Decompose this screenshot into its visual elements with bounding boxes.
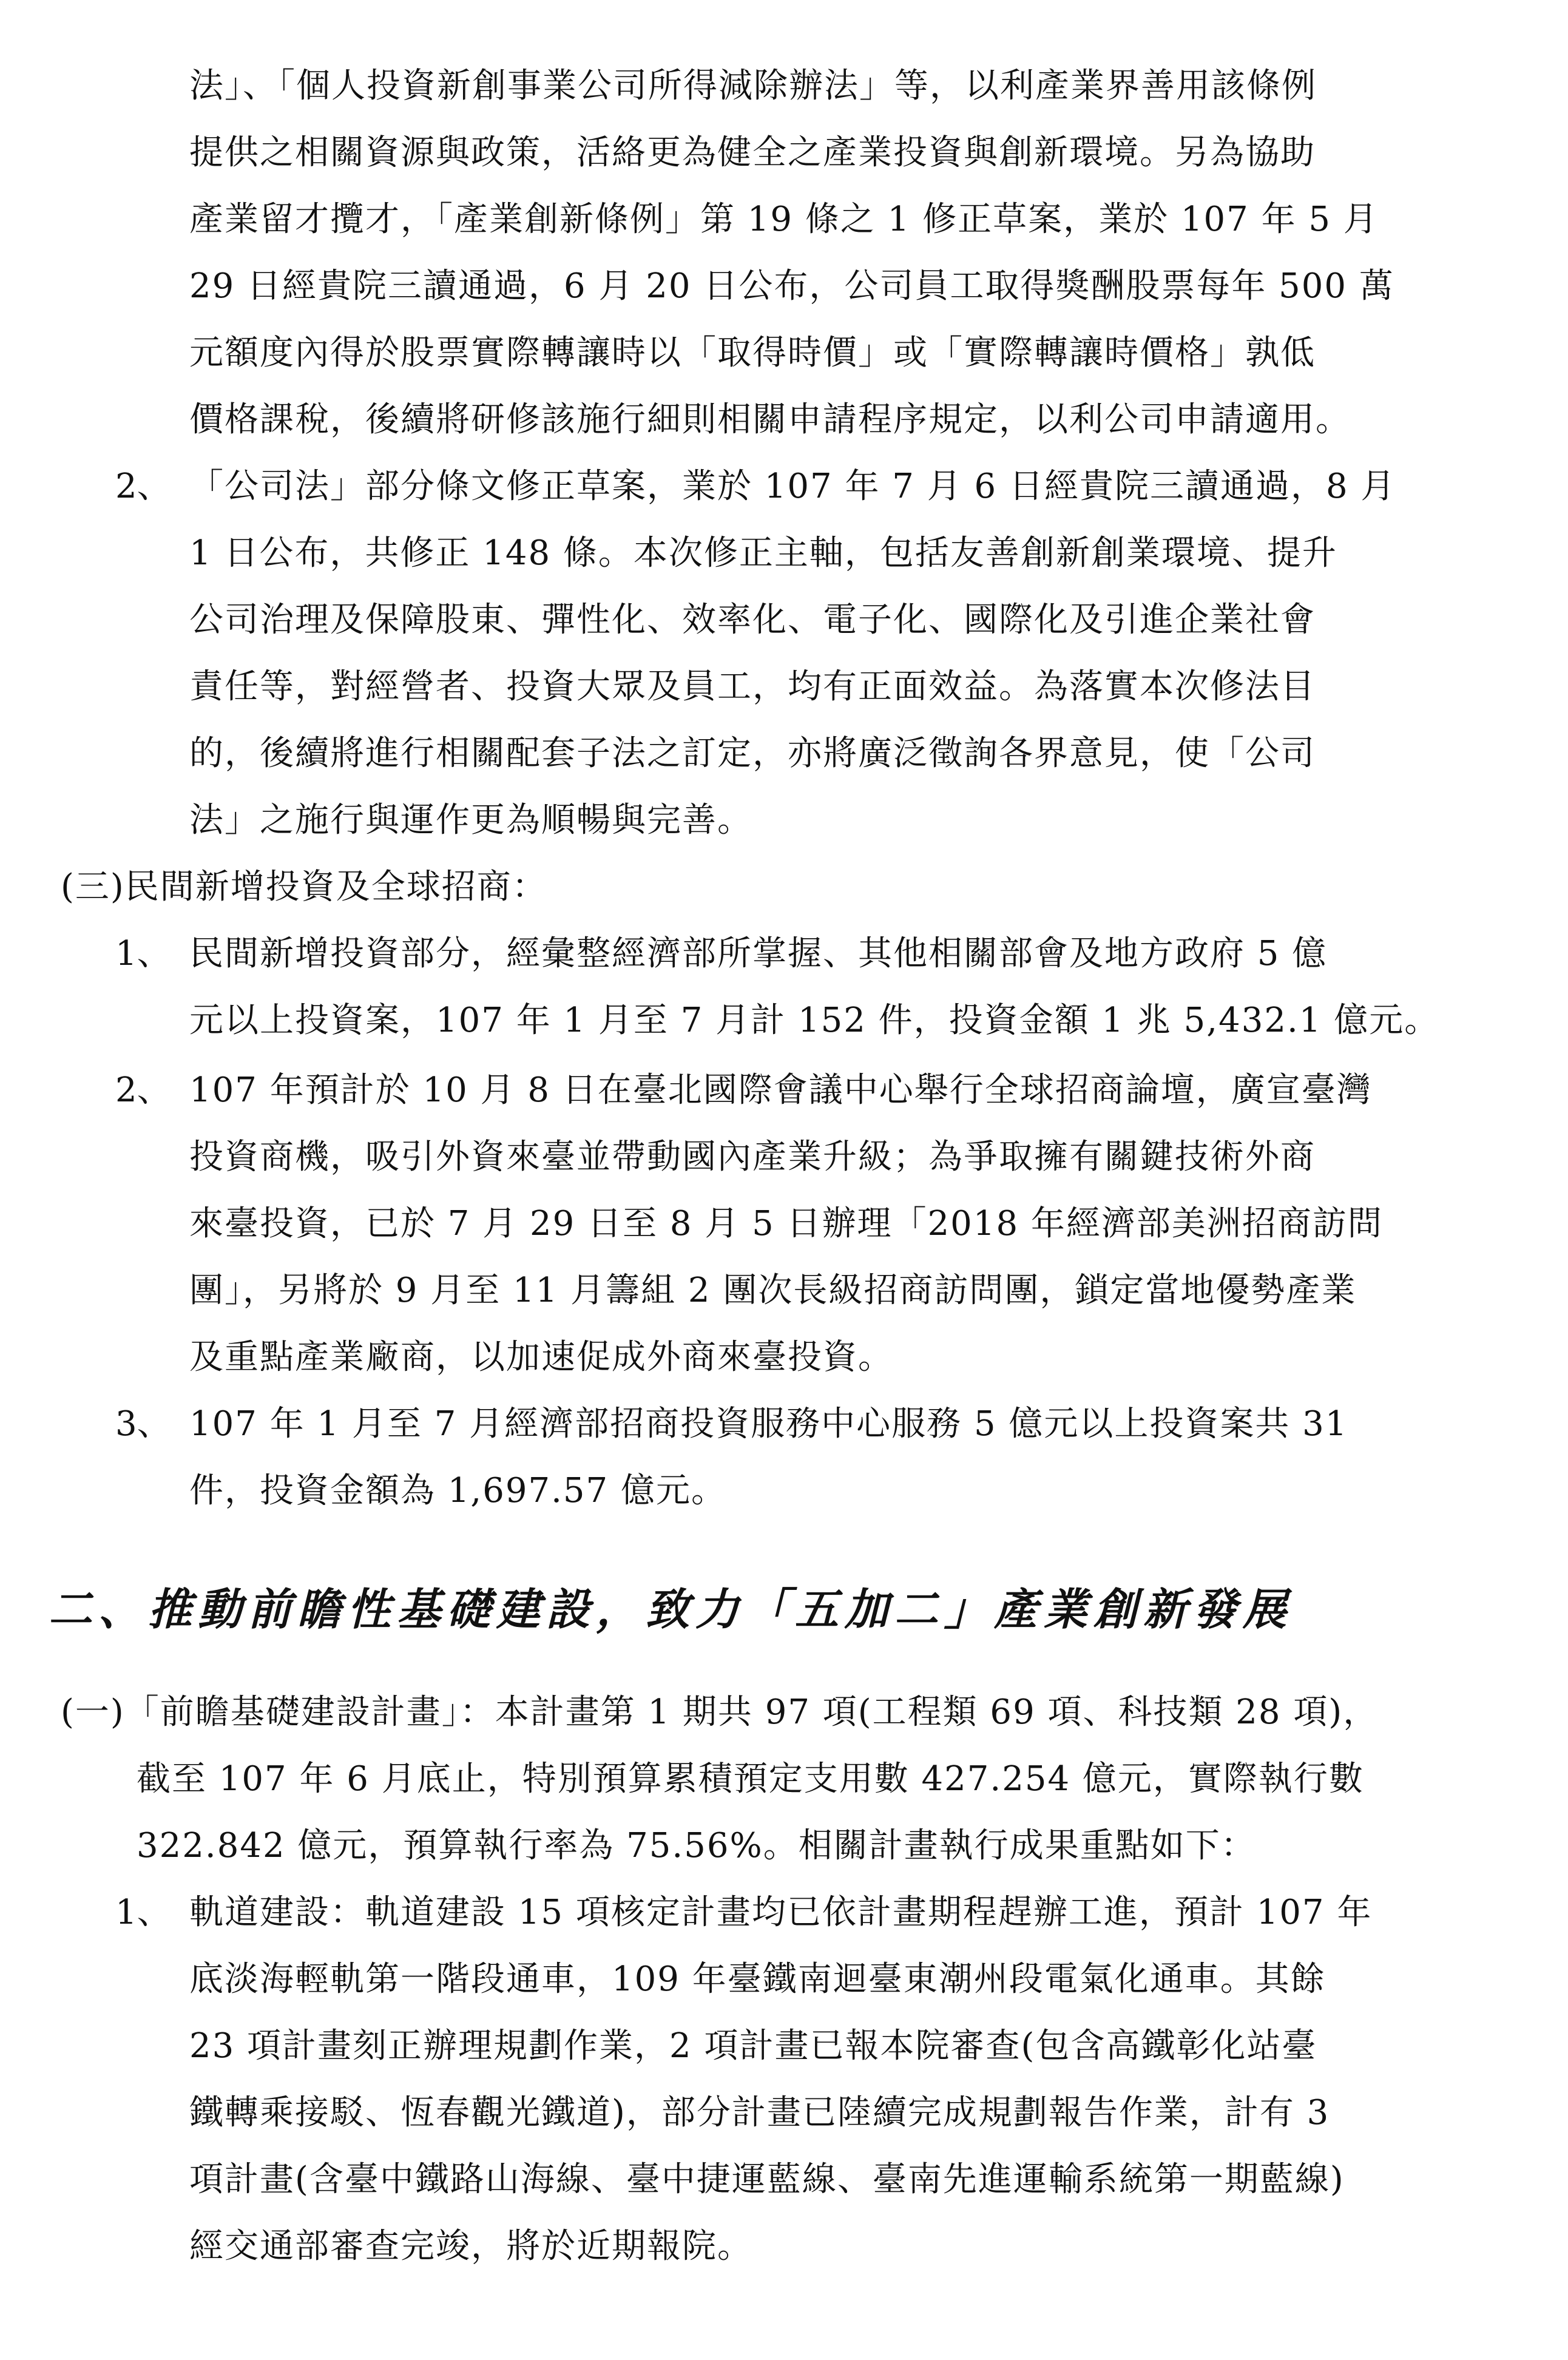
list-marker: 2、 [115, 467, 171, 506]
list-marker: 2、 [115, 1070, 171, 1110]
text-line: 團」，另將於 9 月至 11 月籌組 2 團次長級招商訪問團，鎖定當地優勢產業 [189, 1271, 1357, 1310]
text-line: 軌道建設：軌道建設 15 項核定計畫均已依計畫期程趕辦工進，預計 107 年 [189, 1893, 1373, 1932]
text-line: 責任等，對經營者、投資大眾及員工，均有正面效益。為落實本次修法目 [189, 667, 1316, 706]
text-line: 元以上投資案，107 年 1 月至 7 月計 152 件，投資金額 1 兆 5,432.1 億元。 [189, 1001, 1440, 1040]
text-line: 民間新增投資部分，經彙整經濟部所掌握、其他相關部會及地方政府 5 億 [189, 934, 1328, 973]
text-line: 322.842 億元，預算執行率為 75.56%。相關計畫執行成果重點如下： [137, 1826, 1256, 1865]
text-line: 項計畫(含臺中鐵路山海線、臺中捷運藍線、臺南先進運輸系統第一期藍線) [189, 2160, 1345, 2199]
text-line: 107 年預計於 10 月 8 日在臺北國際會議中心舉行全球招商論壇，廣宣臺灣 [189, 1070, 1372, 1110]
text-line: 產業留才攬才，「產業創新條例」第 19 條之 1 修正草案，業於 107 年 5 月 [189, 200, 1379, 239]
text-line: 法」、「個人投資新創事業公司所得減除辦法」等，以利產業界善用該條例 [189, 66, 1317, 106]
text-line: 元額度內得於股票實際轉讓時以「取得時價」或「實際轉讓時價格」孰低 [189, 333, 1316, 373]
list-marker: 3、 [115, 1404, 171, 1444]
text-line: 經交通部審查完竣，將於近期報院。 [189, 2226, 752, 2266]
text-line: 價格課稅，後續將研修該施行細則相關申請程序規定，以利公司申請適用。 [189, 400, 1351, 439]
text-line: 截至 107 年 6 月底止，特別預算累積預定支用數 427.254 億元，實際執行數 [137, 1759, 1364, 1799]
section-title: (一)「前瞻基礎建設計畫」：本計畫第 1 期共 97 項(工程類 69 項、科技類 28 項)， [61, 1692, 1379, 1732]
text-line: 的，後續將進行相關配套子法之訂定，亦將廣泛徵詢各界意見，使「公司 [189, 734, 1316, 773]
text-line: 來臺投資，已於 7 月 29 日至 8 月 5 日辦理「2018 年經濟部美洲招商訪問 [189, 1204, 1383, 1243]
text-line: 107 年 1 月至 7 月經濟部招商投資服務中心服務 5 億元以上投資案共 31 [189, 1404, 1348, 1444]
text-line: 鐵轉乘接駁、恆春觀光鐵道)，部分計畫已陸續完成規劃報告作業，計有 3 [189, 2093, 1330, 2132]
text-line: 公司治理及保障股東、彈性化、效率化、電子化、國際化及引進企業社會 [189, 600, 1316, 640]
section-title: (三)民間新增投資及全球招商： [61, 867, 547, 907]
text-line: 提供之相關資源與政策，活絡更為健全之產業投資與創新環境。另為協助 [189, 133, 1316, 172]
text-line: 件，投資金額為 1,697.57 億元。 [189, 1471, 726, 1510]
text-line: 「公司法」部分條文修正草案，業於 107 年 7 月 6 日經貴院三讀通過，8 月 [189, 467, 1396, 506]
list-marker: 1、 [115, 1893, 171, 1932]
text-line: 29 日經貴院三讀通過，6 月 20 日公布，公司員工取得獎酬股票每年 500 萬 [189, 266, 1394, 306]
text-line: 底淡海輕軌第一階段通車，109 年臺鐵南迴臺東潮州段電氣化通車。其餘 [189, 1959, 1326, 1999]
text-line: 投資商機，吸引外資來臺並帶動國內產業升級；為爭取擁有關鍵技術外商 [189, 1137, 1316, 1177]
text-line: 及重點產業廠商，以加速促成外商來臺投資。 [189, 1337, 893, 1377]
text-line: 23 項計畫刻正辦理規劃作業，2 項計畫已報本院審查(包含高鐵彰化站臺 [189, 2026, 1317, 2066]
chapter-heading: 二、推動前瞻性基礎建設，致力「五加二」產業創新發展 [49, 1584, 1293, 1635]
list-marker: 1、 [115, 934, 171, 973]
text-line: 法」之施行與運作更為順暢與完善。 [189, 800, 752, 840]
text-line: 1 日公布，共修正 148 條。本次修正主軸，包括友善創新創業環境、提升 [189, 533, 1337, 573]
